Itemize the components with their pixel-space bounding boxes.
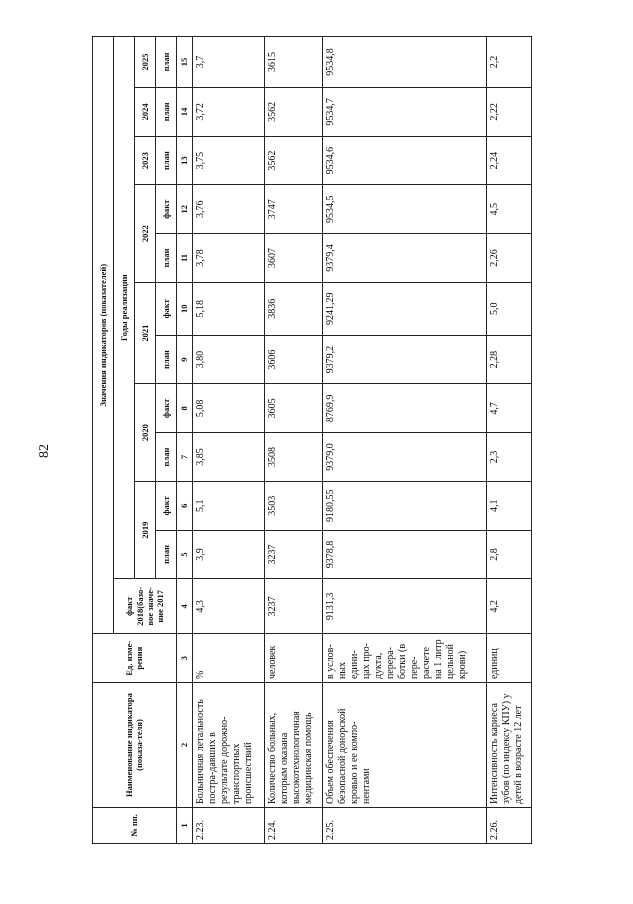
header-year: 2021 xyxy=(134,282,155,384)
header-year: 2019 xyxy=(134,481,155,578)
value-cell: 3,7 xyxy=(193,37,265,88)
column-number: 9 xyxy=(176,335,193,384)
column-number: 3 xyxy=(176,634,193,683)
header-year: 2022 xyxy=(134,185,155,282)
value-cell: 3,78 xyxy=(193,234,265,283)
value-cell: 9180,55 xyxy=(322,481,486,530)
value-cell: 9241,29 xyxy=(322,282,486,335)
table-row xyxy=(193,37,265,844)
column-number: 10 xyxy=(176,282,193,335)
value-cell: 4,2 xyxy=(486,579,531,634)
header-fact: факт xyxy=(155,185,176,234)
value-cell: 2,28 xyxy=(486,335,531,384)
value-cell: 2,26 xyxy=(486,234,531,283)
table-row xyxy=(264,37,322,844)
header-plan: план xyxy=(155,136,176,185)
value-cell: 3747 xyxy=(264,185,322,234)
header-year: 2025 xyxy=(134,37,155,88)
row-number: 2.25. xyxy=(322,808,486,844)
column-number: 5 xyxy=(176,530,193,579)
value-cell: 3,72 xyxy=(193,88,265,137)
header-fact-2018: факт 2018(базо-вое значе-ние 2017 xyxy=(113,579,176,634)
header-unit: Ед. изме-рения xyxy=(93,634,177,683)
value-cell: 2,8 xyxy=(486,530,531,579)
value-cell: 9378,8 xyxy=(322,530,486,579)
value-cell: 5,1 xyxy=(193,481,265,530)
value-cell: 9534,6 xyxy=(322,136,486,185)
header-fact: факт xyxy=(155,282,176,335)
value-cell: 3836 xyxy=(264,282,322,335)
value-cell: 3,85 xyxy=(193,433,265,482)
indicator-name: Больничная летальность постра-давших в результате дорожно-транспортных происшествий xyxy=(193,683,265,808)
indicator-name: Объем обеспечения безопасной донорской кровью и ее компо-нентами xyxy=(322,683,486,808)
column-number: 14 xyxy=(176,88,193,137)
value-cell: 3,76 xyxy=(193,185,265,234)
column-number: 4 xyxy=(176,579,193,634)
header-plan: план xyxy=(155,335,176,384)
value-cell: 3508 xyxy=(264,433,322,482)
column-number: 13 xyxy=(176,136,193,185)
header-fact: факт xyxy=(155,384,176,433)
column-number: 2 xyxy=(176,683,193,808)
column-number: 15 xyxy=(176,37,193,88)
value-cell: 4,7 xyxy=(486,384,531,433)
row-number: 2.23. xyxy=(193,808,265,844)
header-plan: план xyxy=(155,234,176,283)
value-cell: 3606 xyxy=(264,335,322,384)
header-name: Наименование индикатора (показа-теля) xyxy=(93,683,177,808)
column-number: 8 xyxy=(176,384,193,433)
indicator-name: Количество больных, которым оказана высокотехнологичная медицинская помощь xyxy=(264,683,322,808)
value-cell: 4,5 xyxy=(486,185,531,234)
value-cell: 3237 xyxy=(264,579,322,634)
value-cell: 3503 xyxy=(264,481,322,530)
header-values-group: Значения индикаторов (показателей) xyxy=(93,37,114,634)
value-cell: 4,3 xyxy=(193,579,265,634)
row-number: 2.24. xyxy=(264,808,322,844)
column-number: 1 xyxy=(176,808,193,844)
value-cell: 3605 xyxy=(264,384,322,433)
unit-cell: % xyxy=(193,634,265,683)
value-cell: 3,9 xyxy=(193,530,265,579)
column-number: 11 xyxy=(176,234,193,283)
indicators-table xyxy=(92,36,532,844)
table-row xyxy=(486,37,531,844)
value-cell: 3,80 xyxy=(193,335,265,384)
value-cell: 2,24 xyxy=(486,136,531,185)
value-cell: 9131,3 xyxy=(322,579,486,634)
row-number: 2.26. xyxy=(486,808,531,844)
value-cell: 9534,7 xyxy=(322,88,486,137)
value-cell: 3562 xyxy=(264,136,322,185)
value-cell: 9379,2 xyxy=(322,335,486,384)
value-cell: 2,22 xyxy=(486,88,531,137)
value-cell: 9534,5 xyxy=(322,185,486,234)
column-number: 6 xyxy=(176,481,193,530)
value-cell: 3615 xyxy=(264,37,322,88)
header-fact: факт xyxy=(155,481,176,530)
header-year: 2024 xyxy=(134,88,155,137)
value-cell: 2,2 xyxy=(486,37,531,88)
value-cell: 9534,8 xyxy=(322,37,486,88)
unit-cell: в услов-ных едини-цах про-дукта, перера-ботки (в пере-расчете на 1 литр цельной крови) xyxy=(322,634,486,683)
value-cell: 9379,4 xyxy=(322,234,486,283)
header-plan: план xyxy=(155,88,176,137)
unit-cell: единиц xyxy=(486,634,531,683)
header-plan: план xyxy=(155,37,176,88)
column-number: 7 xyxy=(176,433,193,482)
value-cell: 5,0 xyxy=(486,282,531,335)
header-plan: план xyxy=(155,530,176,579)
value-cell: 5,08 xyxy=(193,384,265,433)
value-cell: 3,75 xyxy=(193,136,265,185)
value-cell: 3237 xyxy=(264,530,322,579)
value-cell: 2,3 xyxy=(486,433,531,482)
value-cell: 4,1 xyxy=(486,481,531,530)
header-years-group: Годы реализации xyxy=(113,37,134,579)
value-cell: 3562 xyxy=(264,88,322,137)
value-cell: 8769,9 xyxy=(322,384,486,433)
value-cell: 5,18 xyxy=(193,282,265,335)
column-number: 12 xyxy=(176,185,193,234)
value-cell: 9379,0 xyxy=(322,433,486,482)
unit-cell: человек xyxy=(264,634,322,683)
table-row xyxy=(322,37,486,844)
header-year: 2020 xyxy=(134,384,155,481)
header-plan: план xyxy=(155,433,176,482)
header-no: № пп. xyxy=(93,808,177,844)
indicator-name: Интенсивность кариеса зубов (по индексу КПУ) у детей в возрасте 12 лет xyxy=(486,683,531,808)
value-cell: 3607 xyxy=(264,234,322,283)
header-year: 2023 xyxy=(134,136,155,185)
rotated-table-container xyxy=(92,36,532,844)
page-number: 82 xyxy=(37,444,52,458)
